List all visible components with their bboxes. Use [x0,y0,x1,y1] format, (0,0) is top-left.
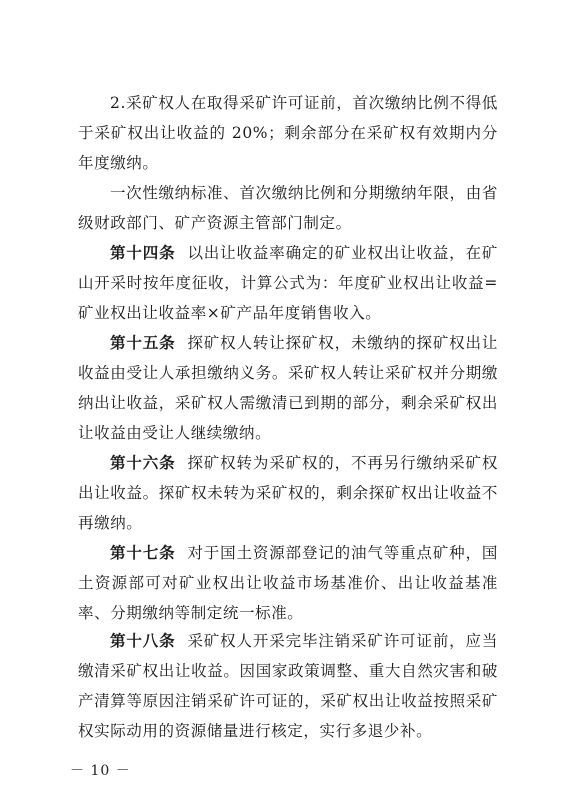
article-number: 第十七条 [110,543,176,562]
article-number: 第十五条 [110,333,176,352]
paragraph-text: 对于国土资源部登记的油气等重点矿种，国土资源部可对矿业权出让收益市场基准价、出让收益基准率、分期缴纳等制定统一标准。 [78,544,498,622]
paragraph-text: 一次性缴纳标准、首次缴纳比例和分期缴纳年限，由省级财政部门、矿产资源主管部门制定。 [78,184,498,232]
article-18 [78,626,498,746]
paragraph-standard [78,178,498,238]
paragraph-2 [78,88,498,178]
article-17 [78,538,498,628]
article-14 [78,238,498,328]
paragraph-text: 探矿权转为采矿权的，不再另行缴纳采矿权出让收益。探矿权未转为采矿权的，剩余探矿权出让收益不再缴纳。 [78,454,498,532]
paragraph-text: 以出让收益率确定的矿业权出让收益，在矿山开采时按年度征收，计算公式为：年度矿业权出让收益=矿业权出让收益率×矿产品年度销售收入。 [78,244,498,322]
article-number: 第十八条 [110,631,176,650]
article-number: 第十六条 [110,453,176,472]
paragraph-text: 2.采矿权人在取得采矿许可证前，首次缴纳比例不得低于采矿权出让收益的 20%；剩余部分在采矿权有效期内分年度缴纳。 [78,94,498,172]
paragraph-text: 探矿权人转让探矿权，未缴纳的探矿权出让收益由受让人承担缴纳义务。采矿权人转让采矿权并分期缴纳出让收益，采矿权人需缴清已到期的部分，剩余采矿权出让收益由受让人继续缴纳。 [78,334,498,442]
article-number: 第十四条 [110,243,176,262]
paragraph-text: 采矿权人开采完毕注销采矿许可证前，应当缴清采矿权出让收益。因国家政策调整、重大自然灾害和破产清算等原因注销采矿许可证的，采矿权出让收益按照采矿权实际动用的资源储量进行核定，实行多退少补。 [78,632,498,740]
article-16 [78,448,498,538]
article-15 [78,328,498,448]
page-number: － 10 － [70,763,131,779]
